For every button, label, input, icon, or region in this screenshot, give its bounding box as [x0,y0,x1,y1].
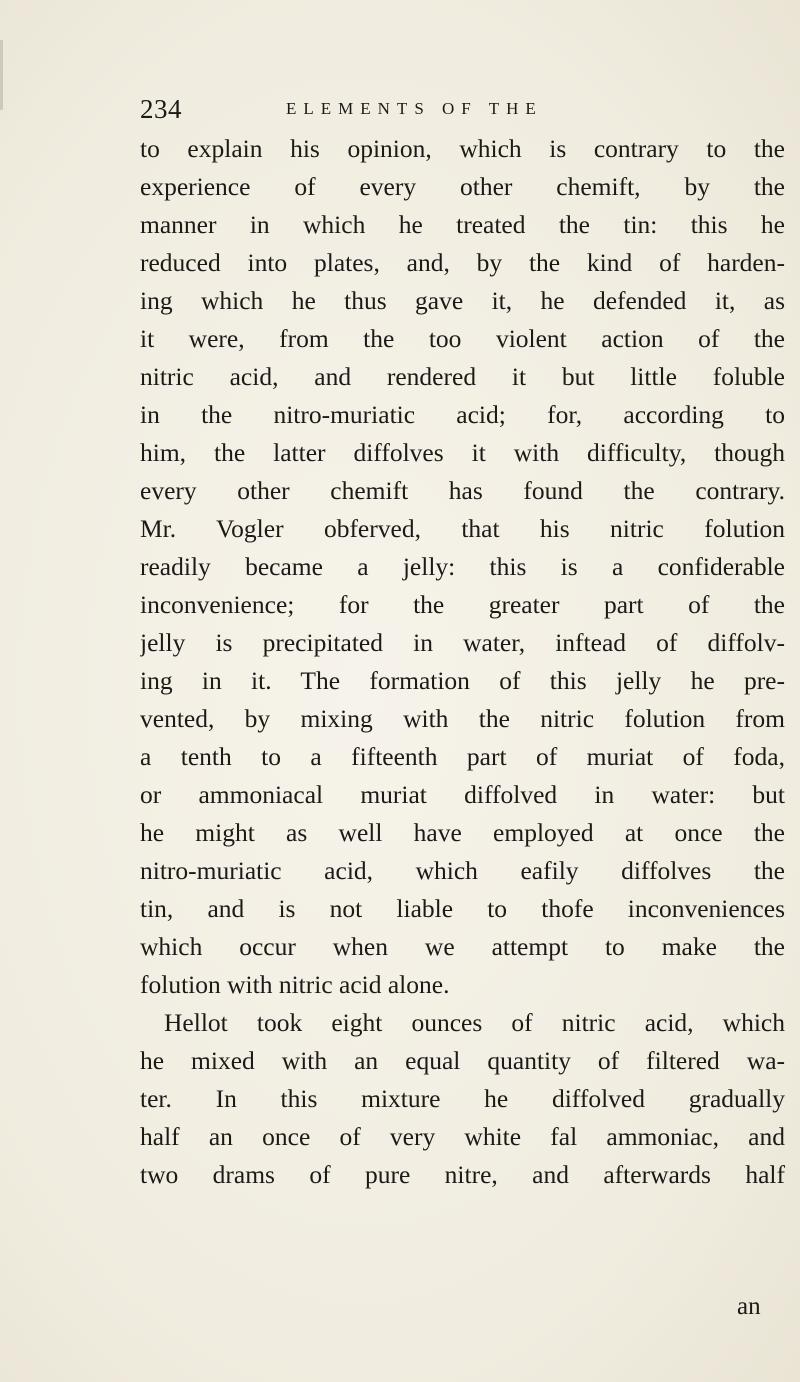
text-line: or ammoniacal muriat diffolved in water: but [140,780,785,809]
text-line: nitro-muriatic acid, which eafily diffolves the [140,856,785,885]
text-line: inconvenience; for the greater part of the [140,590,785,619]
text-line: to explain his opinion, which is contrary to the [140,134,785,163]
text-line: jelly is precipitated in water, inftead of diffolv- [140,628,785,657]
text-line: two drams of pure nitre, and afterwards half [140,1160,785,1189]
text-line: ing which he thus gave it, he defended it, as [140,286,785,315]
text-line: ing in it. The formation of this jelly he pre- [140,666,785,695]
page-header [140,94,780,130]
text-line: which occur when we attempt to make the [140,932,785,961]
text-line: Mr. Vogler obferved, that his nitric folution [140,514,785,543]
body-text [140,130,785,1194]
text-line: him, the latter diffolves it with difficulty, though [140,438,785,467]
text-line: it were, from the too violent action of the [140,324,785,353]
text-line: vented, by mixing with the nitric folution from [140,704,785,733]
text-line: experience of every other chemift, by the [140,172,785,201]
text-line: in the nitro-muriatic acid; for, according to [140,400,785,429]
text-line: ter. In this mixture he diffolved gradually [140,1084,785,1113]
text-line: manner in which he treated the tin: this he [140,210,785,239]
text-line: readily became a jelly: this is a confiderable [140,552,785,581]
page-number: 234 [140,94,182,124]
text-line: nitric acid, and rendered it but little foluble [140,362,785,391]
catchword: an [737,1293,761,1320]
page-edge-shadow [0,40,3,110]
text-line: a tenth to a fifteenth part of muriat of foda, [140,742,785,771]
text-line: Hellot took eight ounces of nitric acid, which [164,1008,785,1037]
text-line: he might as well have employed at once the [140,818,785,847]
text-line: he mixed with an equal quantity of filtered wa- [140,1046,785,1075]
text-line: folution with nitric acid alone. [140,970,450,999]
text-line: tin, and is not liable to thofe inconveniences [140,894,785,923]
text-line: half an once of very white fal ammoniac, and [140,1122,785,1151]
text-line: every other chemift has found the contrary. [140,476,785,505]
running-head: ELEMENTS OF THE [286,99,543,118]
text-line: reduced into plates, and, by the kind of harden- [140,248,785,277]
